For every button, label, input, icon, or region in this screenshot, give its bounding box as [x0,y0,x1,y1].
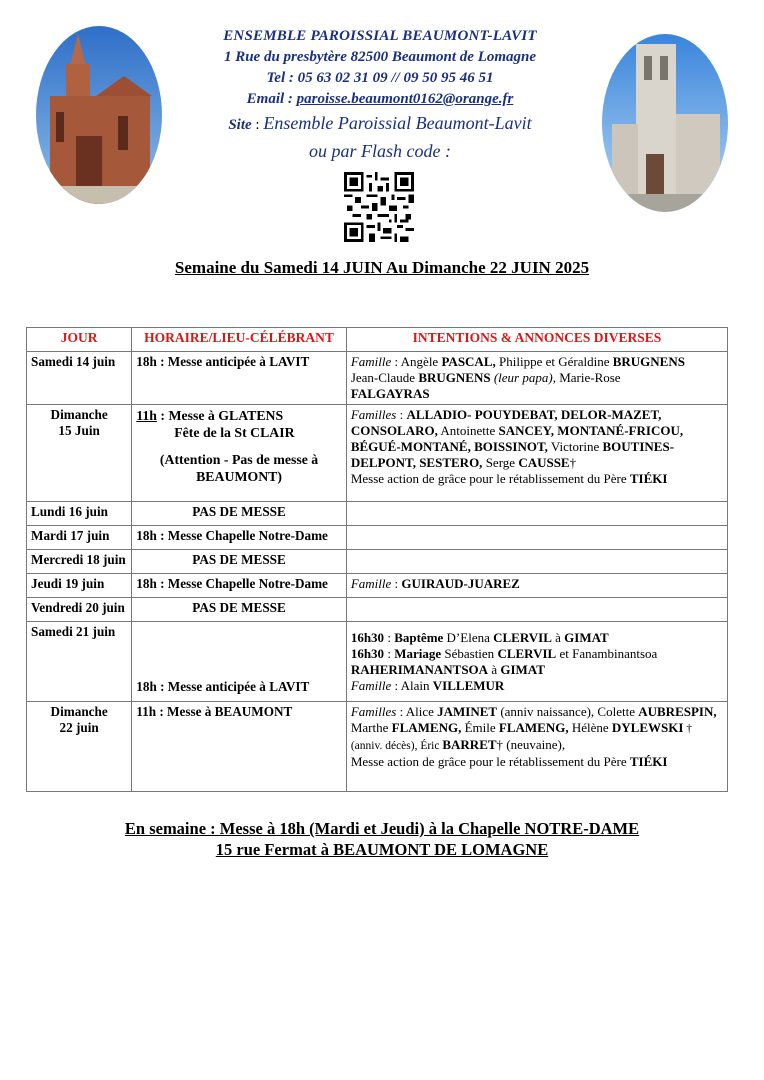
intentions-cell: Famille : Angèle PASCAL, Philippe et Géraldine BRUGNENS Jean-Claude BRUGNENS (leur papa), Marie-Rose FALGAYRAS [346,352,727,405]
time-cell: 18h : Messe anticipée à LAVIT [132,622,347,702]
church-photo-right [602,34,728,212]
time-cell: 18h : Messe Chapelle Notre-Dame [132,574,347,598]
notice-line-2: 15 rue Fermat à BEAUMONT DE LOMAGNE [215,840,549,859]
day-cell: Mercredi 18 juin [27,550,132,574]
day-cell: Samedi 21 juin [27,622,132,702]
time-cell: 18h : Messe Chapelle Notre-Dame [132,526,347,550]
table-row [27,550,728,574]
day-cell: Vendredi 20 juin [27,598,132,622]
qr-code[interactable] [344,172,414,242]
header-intentions: INTENTIONS & ANNONCES DIVERSES [346,328,727,352]
intentions-cell: Familles : Alice JAMINET (anniv naissance), Colette AUBRESPIN, Marthe FLAMENG, Émile FLAMENG, Hélène DYLEWSKI † (anniv. décès), Éric BARRET† (neuvaine), Messe action de grâce pour le rétablissement du Père TIÉKI [346,702,727,792]
phone: Tel : 05 63 02 31 09 // 09 50 95 46 51 [266,70,494,86]
intentions-cell: Famille : GUIRAUD-JUAREZ [346,574,727,598]
intentions-cell [346,598,727,622]
day-cell: Samedi 14 juin [27,352,132,405]
church-photo-left [36,26,162,204]
intentions-cell [346,550,727,574]
time-cell: PAS DE MESSE [132,598,347,622]
email-link[interactable]: paroisse.beaumont0162@orange.fr [296,91,514,107]
table-row [27,702,728,792]
intentions-cell [346,502,727,526]
email-label: Email : [246,91,297,107]
day-cell: Dimanche 22 juin [27,702,132,792]
day-cell: Lundi 16 juin [27,502,132,526]
parish-header [180,26,580,110]
time-cell: PAS DE MESSE [132,550,347,574]
day-cell: Jeudi 19 juin [27,574,132,598]
table-row [27,502,728,526]
site-name: Ensemble Paroissial Beaumont-Lavit [263,113,532,133]
table-row [27,352,728,405]
weekday-mass-notice [0,818,764,860]
table-header-row [27,328,728,352]
week-title: Semaine du Samedi 14 JUIN Au Dimanche 22 JUIN 2025 [174,258,590,277]
table-row [27,622,728,702]
header-day: JOUR [27,328,132,352]
site-line [180,110,580,164]
header-time-place: HORAIRE/LIEU-CÉLÉBRANT [132,328,347,352]
table-row [27,405,728,502]
time-cell: 11h : Messe à GLATENS Fête de la St CLAIR (Attention - Pas de messe à BEAUMONT) [132,405,347,502]
day-cell: Mardi 17 juin [27,526,132,550]
flash-code-label: ou par Flash code : [309,141,451,161]
mass-schedule-table [26,327,728,792]
table-row [27,598,728,622]
table-row [27,574,728,598]
time-cell: PAS DE MESSE [132,502,347,526]
notice-line-1: En semaine : Messe à 18h (Mardi et Jeudi) à la Chapelle NOTRE-DAME [124,819,640,838]
table-row [27,526,728,550]
org-name: ENSEMBLE PAROISSIAL BEAUMONT-LAVIT [223,28,537,44]
time-cell: 11h : Messe à BEAUMONT [132,702,347,792]
intentions-cell [346,526,727,550]
intentions-cell: 16h30 : Baptême D’Elena CLERVIL à GIMAT 16h30 : Mariage Sébastien CLERVIL et Fanambinantsoa RAHERIMANANTSOA à GIMAT Famille : Alain VILLEMUR [346,622,727,702]
intentions-cell: Familles : ALLADIO- POUYDEBAT, DELOR-MAZET, CONSOLARO, Antoinette SANCEY, MONTANÉ-FRICOU, BÉGUÉ-MONTANÉ, BOISSINOT, Victorine BOUTINES-DELPONT, SESTERO, Serge CAUSSE† Messe action de grâce pour le rétablissement du Père TIÉKI [346,405,727,502]
day-cell: Dimanche 15 Juin [27,405,132,502]
site-label: Site : [228,117,264,133]
time-cell: 18h : Messe anticipée à LAVIT [132,352,347,405]
email-line [180,89,580,110]
address: 1 Rue du presbytère 82500 Beaumont de Lomagne [223,49,537,65]
